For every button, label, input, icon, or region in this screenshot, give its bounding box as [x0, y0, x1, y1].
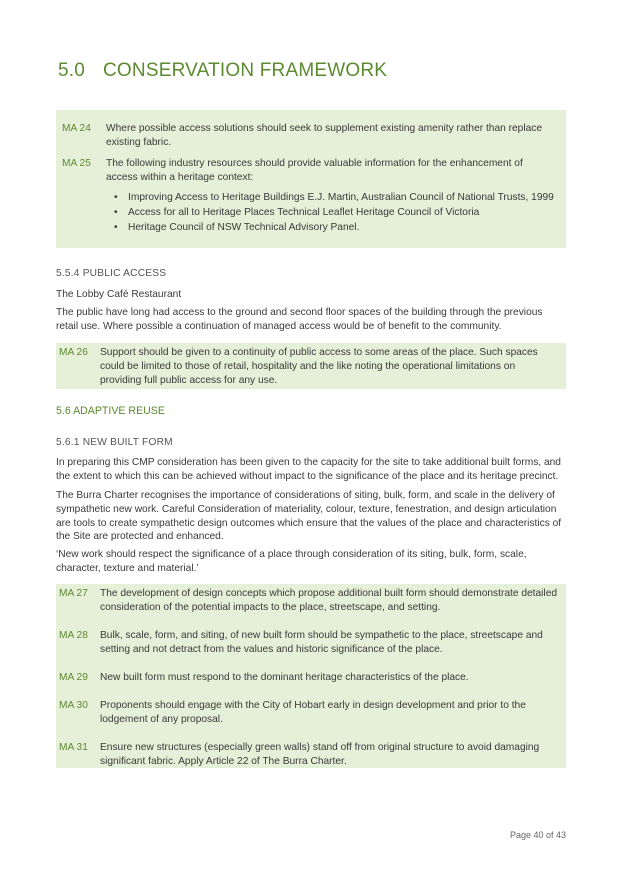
- ma-code: MA 28: [59, 630, 88, 641]
- resource-list: [106, 191, 554, 235]
- ma-text: The following industry resources should provide valuable information for the enhancement of access within a heritage context:: [106, 158, 523, 183]
- ma-code: MA 27: [59, 588, 88, 599]
- ma-item: [62, 122, 554, 150]
- heading-5-6-1: 5.6.1 NEW BUILT FORM: [56, 437, 173, 448]
- ma-code: MA 25: [62, 158, 91, 169]
- ma-text: New built form must respond to the dominant heritage characteristics of the place.: [100, 672, 469, 683]
- heading-5-5-4: 5.5.4 PUBLIC ACCESS: [56, 268, 167, 279]
- ma-text: Ensure new structures (especially green walls) stand off from original structure to avoid damaging significant fabric. Apply Article 22 of The Burra Charter.: [100, 742, 540, 767]
- ma-item: [59, 671, 558, 685]
- ma-code: MA 29: [59, 672, 88, 683]
- ma-item: [59, 629, 558, 657]
- ma-text: Where possible access solutions should seek to supplement existing amenity rather than replace existing fabric.: [106, 123, 543, 148]
- ma-block-new-built-form: [56, 584, 566, 768]
- ma-text: The development of design concepts which propose additional built form should demonstrate detailed consideration of the potential impacts to the place, streetscape, and setting.: [100, 588, 558, 613]
- subheading-lobby-cafe: The Lobby Café Restaurant: [56, 289, 182, 300]
- heading-5-6: 5.6 ADAPTIVE REUSE: [56, 405, 165, 417]
- ma-item: [59, 741, 558, 769]
- ma-text: Proponents should engage with the City of Hobart early in design development and prior to the lodgement of any proposal.: [100, 700, 526, 725]
- paragraph-burra-charter: The Burra Charter recognises the importance of considerations of siting, bulk, form, and scale in the delivery of sympathetic new work. Careful Consideration of materiality, colour, texture, fenestration, and design articulation are tools to create sympathetic design outcomes which ensure that the values of the place and characteristics of the Site are protected and enhanced.: [56, 490, 562, 543]
- ma-text: Bulk, scale, form, and siting, of new built form should be sympathetic to the place, streetscape and setting and not detract from the values and historic significance of the place.: [100, 630, 543, 655]
- ma-code: MA 24: [62, 123, 91, 134]
- ma-code: MA 30: [59, 700, 88, 711]
- paragraph-quote: ‘New work should respect the significance of a place through consideration of its siting, bulk, form, scale, character, texture and material.’: [56, 549, 527, 574]
- section-title: CONSERVATION FRAMEWORK: [103, 60, 388, 81]
- ma-item: [59, 587, 558, 615]
- ma-block-access: [56, 110, 566, 248]
- list-item: • Access for all to Heritage Places Technical Leaflet Heritage Council of Victoria: [128, 206, 554, 220]
- ma-code: MA 26: [59, 347, 88, 358]
- paragraph-public-access: The public have long had access to the ground and second floor spaces of the building through the previous retail use. Where possible a continuation of managed access would be of benefit to the community.: [56, 307, 543, 332]
- list-item: • Improving Access to Heritage Buildings E.J. Martin, Australian Council of National Trusts, 1999: [128, 191, 554, 205]
- ma-item: [59, 699, 558, 727]
- ma-code: MA 31: [59, 742, 88, 753]
- ma-text: Support should be given to a continuity of public access to some areas of the place. Such spaces could be limited to those of retail, hospitality and the like noting the operational limitations on providing full public access for any use.: [100, 347, 538, 386]
- section-number: 5.0: [58, 60, 86, 81]
- ma-item: [59, 346, 558, 388]
- paragraph-cmp: In preparing this CMP consideration has been given to the capacity for the site to take additional built forms, and the extent to which this can be achieved without impact to the significance of the place and its heritage precinct.: [56, 457, 561, 482]
- page-number: Page 40 of 43: [509, 830, 566, 840]
- ma-block-public-access: [56, 343, 566, 389]
- ma-item: [62, 157, 554, 236]
- list-item: • Heritage Council of NSW Technical Advisory Panel.: [128, 221, 554, 235]
- page-title: [58, 60, 387, 82]
